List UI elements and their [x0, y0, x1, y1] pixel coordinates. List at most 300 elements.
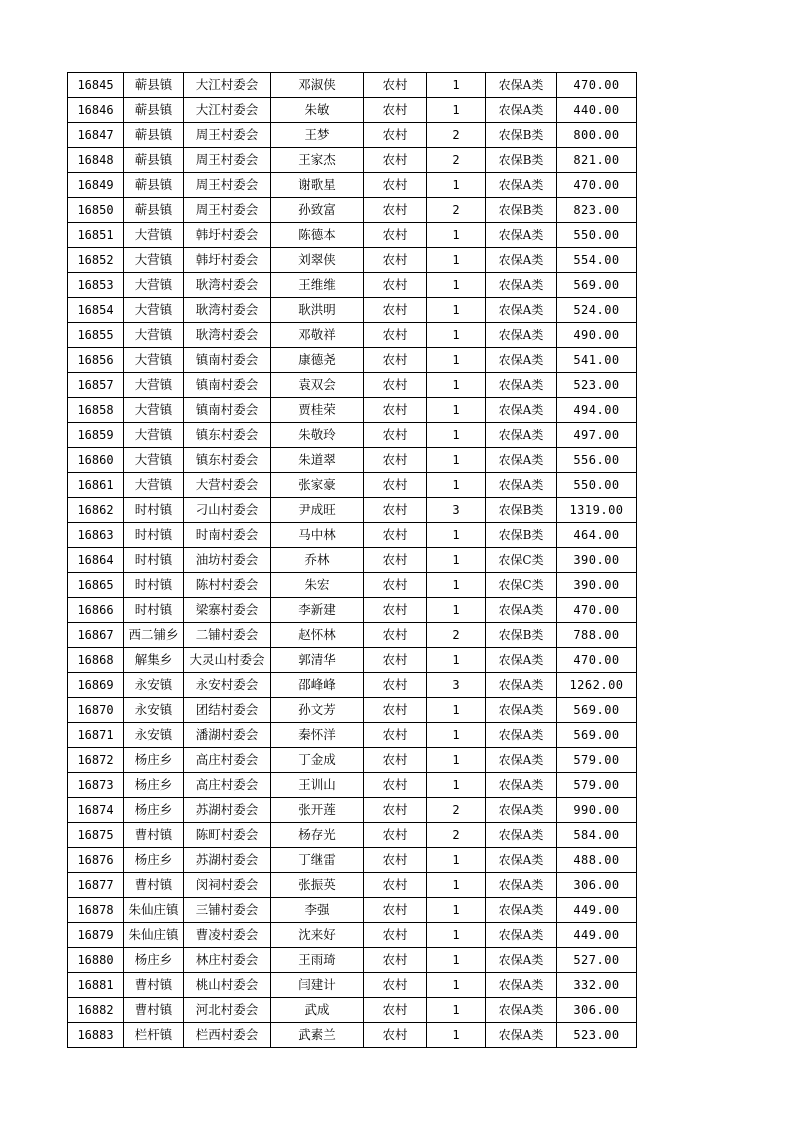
amount-cell: 488.00 — [557, 848, 637, 873]
record-id-cell: 16858 — [68, 398, 124, 423]
table-row — [68, 198, 637, 223]
town-cell: 大营镇 — [124, 323, 184, 348]
record-id-cell: 16867 — [68, 623, 124, 648]
record-id-cell: 16875 — [68, 823, 124, 848]
record-id-cell: 16859 — [68, 423, 124, 448]
person-name-cell: 朱敏 — [271, 98, 364, 123]
amount-cell: 464.00 — [557, 523, 637, 548]
person-name-cell: 贾桂荣 — [271, 398, 364, 423]
amount-cell: 306.00 — [557, 998, 637, 1023]
household-type-cell: 农村 — [364, 548, 427, 573]
town-cell: 蕲县镇 — [124, 123, 184, 148]
household-type-cell: 农村 — [364, 648, 427, 673]
village-committee-cell: 闵祠村委会 — [184, 873, 271, 898]
insurance-category-cell: 农保A类 — [486, 698, 557, 723]
village-committee-cell: 镇南村委会 — [184, 398, 271, 423]
insurance-category-cell: 农保A类 — [486, 873, 557, 898]
person-name-cell: 朱道翠 — [271, 448, 364, 473]
town-cell: 时村镇 — [124, 573, 184, 598]
village-committee-cell: 周王村委会 — [184, 198, 271, 223]
amount-cell: 470.00 — [557, 598, 637, 623]
household-size-cell: 1 — [427, 898, 486, 923]
household-size-cell: 1 — [427, 598, 486, 623]
record-id-cell: 16877 — [68, 873, 124, 898]
person-name-cell: 邓淑侠 — [271, 73, 364, 98]
village-committee-cell: 韩圩村委会 — [184, 223, 271, 248]
record-id-cell: 16880 — [68, 948, 124, 973]
table-row — [68, 523, 637, 548]
household-type-cell: 农村 — [364, 373, 427, 398]
household-size-cell: 2 — [427, 623, 486, 648]
insurance-category-cell: 农保B类 — [486, 498, 557, 523]
household-type-cell: 农村 — [364, 998, 427, 1023]
insurance-category-cell: 农保A类 — [486, 648, 557, 673]
amount-cell: 550.00 — [557, 223, 637, 248]
table-row — [68, 723, 637, 748]
household-type-cell: 农村 — [364, 923, 427, 948]
record-id-cell: 16869 — [68, 673, 124, 698]
table-row — [68, 248, 637, 273]
insurance-category-cell: 农保B类 — [486, 148, 557, 173]
person-name-cell: 朱宏 — [271, 573, 364, 598]
town-cell: 大营镇 — [124, 298, 184, 323]
insurance-category-cell: 农保A类 — [486, 373, 557, 398]
person-name-cell: 乔林 — [271, 548, 364, 573]
person-name-cell: 王维维 — [271, 273, 364, 298]
town-cell: 永安镇 — [124, 673, 184, 698]
person-name-cell: 郭清华 — [271, 648, 364, 673]
amount-cell: 990.00 — [557, 798, 637, 823]
village-committee-cell: 大江村委会 — [184, 98, 271, 123]
household-size-cell: 2 — [427, 798, 486, 823]
household-size-cell: 1 — [427, 273, 486, 298]
household-type-cell: 农村 — [364, 423, 427, 448]
village-committee-cell: 陈村村委会 — [184, 573, 271, 598]
village-committee-cell: 大灵山村委会 — [184, 648, 271, 673]
village-committee-cell: 二铺村委会 — [184, 623, 271, 648]
record-id-cell: 16861 — [68, 473, 124, 498]
records-table — [67, 72, 637, 1048]
household-size-cell: 1 — [427, 248, 486, 273]
town-cell: 大营镇 — [124, 223, 184, 248]
town-cell: 永安镇 — [124, 698, 184, 723]
table-row — [68, 773, 637, 798]
household-type-cell: 农村 — [364, 348, 427, 373]
household-size-cell: 1 — [427, 173, 486, 198]
person-name-cell: 武成 — [271, 998, 364, 1023]
village-committee-cell: 林庄村委会 — [184, 948, 271, 973]
village-committee-cell: 镇南村委会 — [184, 373, 271, 398]
table-row — [68, 148, 637, 173]
record-id-cell: 16851 — [68, 223, 124, 248]
town-cell: 解集乡 — [124, 648, 184, 673]
household-type-cell: 农村 — [364, 748, 427, 773]
household-type-cell: 农村 — [364, 98, 427, 123]
town-cell: 大营镇 — [124, 398, 184, 423]
table-row — [68, 423, 637, 448]
town-cell: 西二铺乡 — [124, 623, 184, 648]
amount-cell: 523.00 — [557, 373, 637, 398]
household-type-cell: 农村 — [364, 498, 427, 523]
household-size-cell: 1 — [427, 423, 486, 448]
person-name-cell: 朱敬玲 — [271, 423, 364, 448]
person-name-cell: 张开莲 — [271, 798, 364, 823]
household-type-cell: 农村 — [364, 123, 427, 148]
insurance-category-cell: 农保B类 — [486, 523, 557, 548]
amount-cell: 584.00 — [557, 823, 637, 848]
household-size-cell: 3 — [427, 498, 486, 523]
amount-cell: 579.00 — [557, 773, 637, 798]
town-cell: 大营镇 — [124, 348, 184, 373]
table-row — [68, 873, 637, 898]
household-type-cell: 农村 — [364, 848, 427, 873]
household-type-cell: 农村 — [364, 198, 427, 223]
household-size-cell: 3 — [427, 673, 486, 698]
household-size-cell: 2 — [427, 148, 486, 173]
village-committee-cell: 高庄村委会 — [184, 748, 271, 773]
household-type-cell: 农村 — [364, 623, 427, 648]
record-id-cell: 16878 — [68, 898, 124, 923]
table-row — [68, 823, 637, 848]
table-row — [68, 298, 637, 323]
insurance-category-cell: 农保A类 — [486, 723, 557, 748]
household-type-cell: 农村 — [364, 248, 427, 273]
amount-cell: 554.00 — [557, 248, 637, 273]
person-name-cell: 李新建 — [271, 598, 364, 623]
town-cell: 蕲县镇 — [124, 173, 184, 198]
amount-cell: 470.00 — [557, 648, 637, 673]
person-name-cell: 赵怀林 — [271, 623, 364, 648]
household-size-cell: 1 — [427, 298, 486, 323]
person-name-cell: 孙文芳 — [271, 698, 364, 723]
village-committee-cell: 耿湾村委会 — [184, 323, 271, 348]
household-type-cell: 农村 — [364, 273, 427, 298]
record-id-cell: 16849 — [68, 173, 124, 198]
insurance-category-cell: 农保A类 — [486, 673, 557, 698]
table-row — [68, 73, 637, 98]
amount-cell: 524.00 — [557, 298, 637, 323]
table-row — [68, 698, 637, 723]
table-row — [68, 323, 637, 348]
village-committee-cell: 永安村委会 — [184, 673, 271, 698]
record-id-cell: 16876 — [68, 848, 124, 873]
record-id-cell: 16854 — [68, 298, 124, 323]
insurance-category-cell: 农保A类 — [486, 998, 557, 1023]
insurance-category-cell: 农保B类 — [486, 198, 557, 223]
household-type-cell: 农村 — [364, 223, 427, 248]
amount-cell: 494.00 — [557, 398, 637, 423]
town-cell: 永安镇 — [124, 723, 184, 748]
household-size-cell: 1 — [427, 998, 486, 1023]
town-cell: 曹村镇 — [124, 998, 184, 1023]
household-size-cell: 1 — [427, 748, 486, 773]
village-committee-cell: 大营村委会 — [184, 473, 271, 498]
town-cell: 大营镇 — [124, 448, 184, 473]
town-cell: 蕲县镇 — [124, 98, 184, 123]
amount-cell: 523.00 — [557, 1023, 637, 1048]
household-type-cell: 农村 — [364, 723, 427, 748]
household-size-cell: 1 — [427, 548, 486, 573]
household-size-cell: 1 — [427, 723, 486, 748]
record-id-cell: 16864 — [68, 548, 124, 573]
amount-cell: 1319.00 — [557, 498, 637, 523]
table-row — [68, 173, 637, 198]
village-committee-cell: 周王村委会 — [184, 148, 271, 173]
record-id-cell: 16883 — [68, 1023, 124, 1048]
household-type-cell: 农村 — [364, 948, 427, 973]
insurance-category-cell: 农保A类 — [486, 923, 557, 948]
person-name-cell: 张家豪 — [271, 473, 364, 498]
table-row — [68, 498, 637, 523]
amount-cell: 550.00 — [557, 473, 637, 498]
record-id-cell: 16866 — [68, 598, 124, 623]
household-type-cell: 农村 — [364, 798, 427, 823]
household-size-cell: 1 — [427, 1023, 486, 1048]
record-id-cell: 16871 — [68, 723, 124, 748]
insurance-category-cell: 农保A类 — [486, 73, 557, 98]
household-size-cell: 1 — [427, 648, 486, 673]
village-committee-cell: 陈町村委会 — [184, 823, 271, 848]
household-size-cell: 1 — [427, 948, 486, 973]
record-id-cell: 16852 — [68, 248, 124, 273]
record-id-cell: 16846 — [68, 98, 124, 123]
table-row — [68, 1023, 637, 1048]
record-id-cell: 16856 — [68, 348, 124, 373]
town-cell: 杨庄乡 — [124, 948, 184, 973]
record-id-cell: 16881 — [68, 973, 124, 998]
record-id-cell: 16847 — [68, 123, 124, 148]
village-committee-cell: 镇东村委会 — [184, 423, 271, 448]
record-id-cell: 16879 — [68, 923, 124, 948]
insurance-category-cell: 农保A类 — [486, 798, 557, 823]
insurance-category-cell: 农保A类 — [486, 348, 557, 373]
record-id-cell: 16865 — [68, 573, 124, 598]
household-size-cell: 1 — [427, 98, 486, 123]
insurance-category-cell: 农保A类 — [486, 423, 557, 448]
insurance-category-cell: 农保A类 — [486, 248, 557, 273]
town-cell: 栏杆镇 — [124, 1023, 184, 1048]
household-type-cell: 农村 — [364, 448, 427, 473]
table-row — [68, 398, 637, 423]
person-name-cell: 耿洪明 — [271, 298, 364, 323]
person-name-cell: 武素兰 — [271, 1023, 364, 1048]
household-size-cell: 1 — [427, 223, 486, 248]
table-row — [68, 948, 637, 973]
record-id-cell: 16863 — [68, 523, 124, 548]
insurance-category-cell: 农保A类 — [486, 273, 557, 298]
household-type-cell: 农村 — [364, 598, 427, 623]
town-cell: 杨庄乡 — [124, 748, 184, 773]
insurance-category-cell: 农保A类 — [486, 473, 557, 498]
village-committee-cell: 油坊村委会 — [184, 548, 271, 573]
table-row — [68, 973, 637, 998]
amount-cell: 390.00 — [557, 548, 637, 573]
amount-cell: 332.00 — [557, 973, 637, 998]
record-id-cell: 16853 — [68, 273, 124, 298]
village-committee-cell: 梁寨村委会 — [184, 598, 271, 623]
table-row — [68, 548, 637, 573]
table-row — [68, 373, 637, 398]
insurance-category-cell: 农保A类 — [486, 448, 557, 473]
household-type-cell: 农村 — [364, 898, 427, 923]
village-committee-cell: 团结村委会 — [184, 698, 271, 723]
town-cell: 大营镇 — [124, 423, 184, 448]
village-committee-cell: 潘湖村委会 — [184, 723, 271, 748]
village-committee-cell: 苏湖村委会 — [184, 798, 271, 823]
record-id-cell: 16850 — [68, 198, 124, 223]
person-name-cell: 袁双会 — [271, 373, 364, 398]
village-committee-cell: 大江村委会 — [184, 73, 271, 98]
household-type-cell: 农村 — [364, 398, 427, 423]
record-id-cell: 16855 — [68, 323, 124, 348]
amount-cell: 449.00 — [557, 898, 637, 923]
village-committee-cell: 桃山村委会 — [184, 973, 271, 998]
household-size-cell: 1 — [427, 323, 486, 348]
person-name-cell: 王雨琦 — [271, 948, 364, 973]
town-cell: 时村镇 — [124, 598, 184, 623]
household-size-cell: 1 — [427, 348, 486, 373]
village-committee-cell: 栏西村委会 — [184, 1023, 271, 1048]
village-committee-cell: 周王村委会 — [184, 173, 271, 198]
amount-cell: 569.00 — [557, 273, 637, 298]
amount-cell: 470.00 — [557, 173, 637, 198]
person-name-cell: 丁继雷 — [271, 848, 364, 873]
person-name-cell: 李强 — [271, 898, 364, 923]
village-committee-cell: 镇南村委会 — [184, 348, 271, 373]
household-type-cell: 农村 — [364, 823, 427, 848]
table-row — [68, 623, 637, 648]
record-id-cell: 16870 — [68, 698, 124, 723]
record-id-cell: 16848 — [68, 148, 124, 173]
household-size-cell: 1 — [427, 923, 486, 948]
table-body — [68, 73, 637, 1048]
household-type-cell: 农村 — [364, 1023, 427, 1048]
record-id-cell: 16882 — [68, 998, 124, 1023]
household-size-cell: 1 — [427, 398, 486, 423]
insurance-category-cell: 农保A类 — [486, 598, 557, 623]
amount-cell: 527.00 — [557, 948, 637, 973]
person-name-cell: 沈来好 — [271, 923, 364, 948]
household-size-cell: 1 — [427, 848, 486, 873]
village-committee-cell: 耿湾村委会 — [184, 273, 271, 298]
village-committee-cell: 耿湾村委会 — [184, 298, 271, 323]
table-row — [68, 223, 637, 248]
household-size-cell: 1 — [427, 773, 486, 798]
person-name-cell: 王梦 — [271, 123, 364, 148]
person-name-cell: 丁金成 — [271, 748, 364, 773]
amount-cell: 497.00 — [557, 423, 637, 448]
person-name-cell: 邵峰峰 — [271, 673, 364, 698]
town-cell: 曹村镇 — [124, 823, 184, 848]
town-cell: 朱仙庄镇 — [124, 923, 184, 948]
record-id-cell: 16860 — [68, 448, 124, 473]
town-cell: 朱仙庄镇 — [124, 898, 184, 923]
village-committee-cell: 苏湖村委会 — [184, 848, 271, 873]
table-row — [68, 648, 637, 673]
amount-cell: 470.00 — [557, 73, 637, 98]
town-cell: 大营镇 — [124, 273, 184, 298]
village-committee-cell: 镇东村委会 — [184, 448, 271, 473]
household-size-cell: 1 — [427, 473, 486, 498]
village-committee-cell: 韩圩村委会 — [184, 248, 271, 273]
amount-cell: 569.00 — [557, 723, 637, 748]
household-size-cell: 2 — [427, 123, 486, 148]
person-name-cell: 刘翠侠 — [271, 248, 364, 273]
village-committee-cell: 高庄村委会 — [184, 773, 271, 798]
household-size-cell: 2 — [427, 198, 486, 223]
insurance-category-cell: 农保A类 — [486, 848, 557, 873]
table-row — [68, 123, 637, 148]
record-id-cell: 16845 — [68, 73, 124, 98]
table-row — [68, 923, 637, 948]
village-committee-cell: 曹凌村委会 — [184, 923, 271, 948]
table-row — [68, 448, 637, 473]
insurance-category-cell: 农保A类 — [486, 98, 557, 123]
table-row — [68, 748, 637, 773]
record-id-cell: 16862 — [68, 498, 124, 523]
person-name-cell: 王家杰 — [271, 148, 364, 173]
household-type-cell: 农村 — [364, 573, 427, 598]
town-cell: 时村镇 — [124, 498, 184, 523]
amount-cell: 569.00 — [557, 698, 637, 723]
person-name-cell: 尹成旺 — [271, 498, 364, 523]
person-name-cell: 邓敬祥 — [271, 323, 364, 348]
household-size-cell: 1 — [427, 873, 486, 898]
table-row — [68, 598, 637, 623]
household-type-cell: 农村 — [364, 673, 427, 698]
amount-cell: 800.00 — [557, 123, 637, 148]
person-name-cell: 马中林 — [271, 523, 364, 548]
household-type-cell: 农村 — [364, 298, 427, 323]
table-row — [68, 848, 637, 873]
amount-cell: 579.00 — [557, 748, 637, 773]
household-type-cell: 农村 — [364, 698, 427, 723]
table-row — [68, 573, 637, 598]
village-committee-cell: 刁山村委会 — [184, 498, 271, 523]
town-cell: 时村镇 — [124, 523, 184, 548]
table-row — [68, 898, 637, 923]
table-row — [68, 798, 637, 823]
insurance-category-cell: 农保C类 — [486, 573, 557, 598]
town-cell: 大营镇 — [124, 248, 184, 273]
village-committee-cell: 三铺村委会 — [184, 898, 271, 923]
household-size-cell: 1 — [427, 448, 486, 473]
insurance-category-cell: 农保A类 — [486, 748, 557, 773]
amount-cell: 306.00 — [557, 873, 637, 898]
town-cell: 杨庄乡 — [124, 848, 184, 873]
household-type-cell: 农村 — [364, 873, 427, 898]
town-cell: 曹村镇 — [124, 873, 184, 898]
amount-cell: 823.00 — [557, 198, 637, 223]
amount-cell: 541.00 — [557, 348, 637, 373]
insurance-category-cell: 农保A类 — [486, 173, 557, 198]
insurance-category-cell: 农保A类 — [486, 398, 557, 423]
table-row — [68, 98, 637, 123]
household-size-cell: 2 — [427, 823, 486, 848]
insurance-category-cell: 农保B类 — [486, 123, 557, 148]
person-name-cell: 陈德本 — [271, 223, 364, 248]
person-name-cell: 康德尧 — [271, 348, 364, 373]
town-cell: 曹村镇 — [124, 973, 184, 998]
amount-cell: 788.00 — [557, 623, 637, 648]
household-type-cell: 农村 — [364, 523, 427, 548]
person-name-cell: 王训山 — [271, 773, 364, 798]
amount-cell: 1262.00 — [557, 673, 637, 698]
amount-cell: 390.00 — [557, 573, 637, 598]
town-cell: 杨庄乡 — [124, 773, 184, 798]
town-cell: 蕲县镇 — [124, 198, 184, 223]
amount-cell: 556.00 — [557, 448, 637, 473]
